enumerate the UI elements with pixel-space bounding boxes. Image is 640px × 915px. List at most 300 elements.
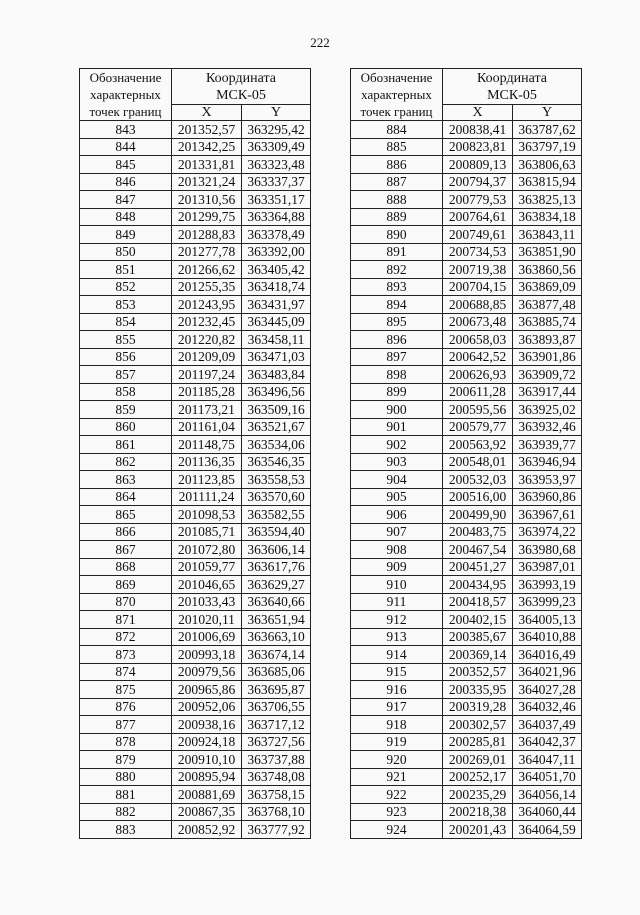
x-coordinate-cell: 201059,77 (172, 558, 242, 576)
x-coordinate-cell: 200335,95 (443, 681, 513, 699)
y-coordinate-cell: 363558,53 (242, 471, 311, 489)
point-number-cell: 843 (80, 121, 172, 139)
x-coordinate-cell: 200595,56 (443, 401, 513, 419)
point-number-cell: 871 (80, 611, 172, 629)
y-coordinate-cell: 363768,10 (242, 803, 311, 821)
table-row (351, 611, 582, 629)
point-number-cell: 870 (80, 593, 172, 611)
point-number-cell: 919 (351, 733, 443, 751)
x-coordinate-cell: 201111,24 (172, 488, 242, 506)
table-row (80, 681, 311, 699)
point-number-cell: 908 (351, 541, 443, 559)
x-coordinate-cell: 201020,11 (172, 611, 242, 629)
y-coordinate-cell: 363893,87 (513, 331, 582, 349)
point-number-cell: 893 (351, 278, 443, 296)
point-number-cell: 884 (351, 121, 443, 139)
point-number-cell: 909 (351, 558, 443, 576)
y-coordinate-cell: 363337,37 (242, 173, 311, 191)
y-coordinate-cell: 363717,12 (242, 716, 311, 734)
y-coordinate-cell: 363606,14 (242, 541, 311, 559)
y-coordinate-cell: 363932,46 (513, 418, 582, 436)
point-number-cell: 894 (351, 296, 443, 314)
x-coordinate-cell: 201085,71 (172, 523, 242, 541)
point-number-cell: 875 (80, 681, 172, 699)
point-number-cell: 874 (80, 663, 172, 681)
table-row (351, 313, 582, 331)
y-coordinate-cell: 363594,40 (242, 523, 311, 541)
y-coordinate-cell: 363834,18 (513, 208, 582, 226)
table-row (351, 716, 582, 734)
y-coordinate-cell: 363483,84 (242, 366, 311, 384)
table-row (351, 541, 582, 559)
table-row (80, 436, 311, 454)
table-row (351, 278, 582, 296)
x-coordinate-cell: 201185,28 (172, 383, 242, 401)
x-coordinate-cell: 200704,15 (443, 278, 513, 296)
table-row (80, 821, 311, 839)
point-number-cell: 922 (351, 786, 443, 804)
x-coordinate-cell: 200719,38 (443, 261, 513, 279)
x-coordinate-cell: 200749,61 (443, 226, 513, 244)
x-coordinate-cell: 200626,93 (443, 366, 513, 384)
point-number-cell: 885 (351, 138, 443, 156)
point-number-cell: 864 (80, 488, 172, 506)
point-number-cell: 869 (80, 576, 172, 594)
y-coordinate-cell: 363999,23 (513, 593, 582, 611)
x-coordinate-cell: 200235,29 (443, 786, 513, 804)
point-number-cell: 865 (80, 506, 172, 524)
table-row (80, 733, 311, 751)
y-coordinate-cell: 363617,76 (242, 558, 311, 576)
table-row (80, 331, 311, 349)
point-number-cell: 860 (80, 418, 172, 436)
table-row (351, 121, 582, 139)
point-number-cell: 844 (80, 138, 172, 156)
point-number-cell: 880 (80, 768, 172, 786)
y-coordinate-cell: 363993,19 (513, 576, 582, 594)
table-row (351, 156, 582, 174)
point-number-cell: 921 (351, 768, 443, 786)
x-coordinate-cell: 201288,83 (172, 226, 242, 244)
x-coordinate-cell: 200252,17 (443, 768, 513, 786)
point-number-cell: 915 (351, 663, 443, 681)
point-number-cell: 873 (80, 646, 172, 664)
table-row (80, 786, 311, 804)
x-coordinate-cell: 201310,56 (172, 191, 242, 209)
point-number-cell: 924 (351, 821, 443, 839)
table-row (351, 348, 582, 366)
y-coordinate-cell: 363364,88 (242, 208, 311, 226)
x-coordinate-cell: 200809,13 (443, 156, 513, 174)
point-number-cell: 854 (80, 313, 172, 331)
y-coordinate-cell: 364016,49 (513, 646, 582, 664)
point-number-cell: 898 (351, 366, 443, 384)
point-number-cell: 916 (351, 681, 443, 699)
y-coordinate-cell: 364021,96 (513, 663, 582, 681)
table-row (351, 698, 582, 716)
x-coordinate-cell: 200532,03 (443, 471, 513, 489)
x-coordinate-cell: 201046,65 (172, 576, 242, 594)
x-coordinate-cell: 200579,77 (443, 418, 513, 436)
y-coordinate-cell: 363901,86 (513, 348, 582, 366)
y-coordinate-cell: 363418,74 (242, 278, 311, 296)
point-number-cell: 883 (80, 821, 172, 839)
y-coordinate-cell: 363640,66 (242, 593, 311, 611)
y-coordinate-cell: 364042,37 (513, 733, 582, 751)
y-header: Y (242, 105, 311, 121)
point-number-cell: 851 (80, 261, 172, 279)
y-coordinate-cell: 363663,10 (242, 628, 311, 646)
table-row (351, 593, 582, 611)
x-coordinate-cell: 201173,21 (172, 401, 242, 419)
x-coordinate-cell: 200402,15 (443, 611, 513, 629)
table-row (80, 348, 311, 366)
x-coordinate-cell: 200516,00 (443, 488, 513, 506)
y-coordinate-cell: 363815,94 (513, 173, 582, 191)
table-row (80, 156, 311, 174)
table-row (80, 296, 311, 314)
x-coordinate-cell: 200779,53 (443, 191, 513, 209)
x-coordinate-cell: 200867,35 (172, 803, 242, 821)
point-number-cell: 906 (351, 506, 443, 524)
point-label-header: Обозначение характерных точек границ (80, 69, 172, 121)
table-row (351, 191, 582, 209)
point-number-cell: 849 (80, 226, 172, 244)
y-coordinate-cell: 363378,49 (242, 226, 311, 244)
y-coordinate-cell: 363351,17 (242, 191, 311, 209)
point-number-cell: 859 (80, 401, 172, 419)
point-number-cell: 882 (80, 803, 172, 821)
table-row (351, 681, 582, 699)
x-coordinate-cell: 200218,38 (443, 803, 513, 821)
x-coordinate-cell: 201220,82 (172, 331, 242, 349)
y-coordinate-cell: 363980,68 (513, 541, 582, 559)
x-coordinate-cell: 200658,03 (443, 331, 513, 349)
point-number-cell: 868 (80, 558, 172, 576)
x-coordinate-cell: 200201,43 (443, 821, 513, 839)
x-coordinate-cell: 200924,18 (172, 733, 242, 751)
table-row (351, 208, 582, 226)
y-coordinate-cell: 363909,72 (513, 366, 582, 384)
y-coordinate-cell: 363825,13 (513, 191, 582, 209)
y-coordinate-cell: 363509,16 (242, 401, 311, 419)
table-row (80, 768, 311, 786)
table-row (80, 488, 311, 506)
point-number-cell: 866 (80, 523, 172, 541)
coordinates-table-left (79, 68, 311, 839)
x-coordinate-cell: 200548,01 (443, 453, 513, 471)
x-coordinate-cell: 200794,37 (443, 173, 513, 191)
point-number-cell: 872 (80, 628, 172, 646)
x-coordinate-cell: 201299,75 (172, 208, 242, 226)
y-coordinate-cell: 363960,86 (513, 488, 582, 506)
x-coordinate-cell: 200938,16 (172, 716, 242, 734)
point-number-cell: 879 (80, 751, 172, 769)
x-coordinate-cell: 200993,18 (172, 646, 242, 664)
x-coordinate-cell: 201243,95 (172, 296, 242, 314)
x-coordinate-cell: 200418,57 (443, 593, 513, 611)
table-row (351, 663, 582, 681)
x-coordinate-cell: 201072,80 (172, 541, 242, 559)
point-number-cell: 889 (351, 208, 443, 226)
table-row (80, 226, 311, 244)
table-row (80, 646, 311, 664)
y-coordinate-cell: 363851,90 (513, 243, 582, 261)
point-number-cell: 902 (351, 436, 443, 454)
point-number-cell: 878 (80, 733, 172, 751)
x-coordinate-cell: 200734,53 (443, 243, 513, 261)
x-coordinate-cell: 201148,75 (172, 436, 242, 454)
point-number-cell: 876 (80, 698, 172, 716)
table-row (351, 331, 582, 349)
table-row (351, 436, 582, 454)
y-coordinate-cell: 363797,19 (513, 138, 582, 156)
y-coordinate-cell: 363737,88 (242, 751, 311, 769)
y-coordinate-cell: 363295,42 (242, 121, 311, 139)
point-number-cell: 855 (80, 331, 172, 349)
x-coordinate-cell: 200483,75 (443, 523, 513, 541)
x-coordinate-cell: 201321,24 (172, 173, 242, 191)
x-header: X (172, 105, 242, 121)
table-row (80, 401, 311, 419)
point-number-cell: 857 (80, 366, 172, 384)
y-coordinate-cell: 363471,03 (242, 348, 311, 366)
y-coordinate-cell: 363706,55 (242, 698, 311, 716)
table-row (80, 418, 311, 436)
table-row (351, 226, 582, 244)
y-coordinate-cell: 364060,44 (513, 803, 582, 821)
x-coordinate-cell: 201197,24 (172, 366, 242, 384)
table-row (80, 558, 311, 576)
table-row (351, 138, 582, 156)
point-number-cell: 845 (80, 156, 172, 174)
table-row (80, 611, 311, 629)
y-coordinate-cell: 363917,44 (513, 383, 582, 401)
table-row (351, 471, 582, 489)
y-coordinate-cell: 363405,42 (242, 261, 311, 279)
point-number-cell: 903 (351, 453, 443, 471)
table-row (351, 576, 582, 594)
page-number: 222 (310, 35, 330, 50)
point-number-cell: 888 (351, 191, 443, 209)
table-row (351, 733, 582, 751)
point-number-cell: 892 (351, 261, 443, 279)
table-row (351, 418, 582, 436)
point-number-cell: 910 (351, 576, 443, 594)
table-row (351, 786, 582, 804)
x-coordinate-cell: 201277,78 (172, 243, 242, 261)
y-coordinate-cell: 363496,56 (242, 383, 311, 401)
y-coordinate-cell: 364010,88 (513, 628, 582, 646)
table-row (80, 716, 311, 734)
x-coordinate-cell: 200688,85 (443, 296, 513, 314)
point-number-cell: 900 (351, 401, 443, 419)
point-number-cell: 881 (80, 786, 172, 804)
x-coordinate-cell: 200965,86 (172, 681, 242, 699)
y-coordinate-cell: 363777,92 (242, 821, 311, 839)
y-coordinate-cell: 363787,62 (513, 121, 582, 139)
x-coordinate-cell: 200642,52 (443, 348, 513, 366)
x-coordinate-cell: 200673,48 (443, 313, 513, 331)
x-coordinate-cell: 201331,81 (172, 156, 242, 174)
table-row (80, 261, 311, 279)
table-row (351, 506, 582, 524)
point-number-cell: 917 (351, 698, 443, 716)
y-coordinate-cell: 363629,27 (242, 576, 311, 594)
table-row (351, 401, 582, 419)
y-coordinate-cell: 363727,56 (242, 733, 311, 751)
point-number-cell: 847 (80, 191, 172, 209)
y-coordinate-cell: 363953,97 (513, 471, 582, 489)
table-row (351, 768, 582, 786)
table-row (80, 523, 311, 541)
table-row (351, 803, 582, 821)
x-coordinate-cell: 201266,62 (172, 261, 242, 279)
x-coordinate-cell: 200563,92 (443, 436, 513, 454)
x-coordinate-cell: 200269,01 (443, 751, 513, 769)
y-coordinate-cell: 363651,94 (242, 611, 311, 629)
x-coordinate-cell: 201033,43 (172, 593, 242, 611)
x-coordinate-cell: 200352,57 (443, 663, 513, 681)
x-coordinate-cell: 201098,53 (172, 506, 242, 524)
table-row (80, 541, 311, 559)
point-number-cell: 853 (80, 296, 172, 314)
table-row (80, 383, 311, 401)
table-row (80, 173, 311, 191)
y-coordinate-cell: 363860,56 (513, 261, 582, 279)
y-header: Y (513, 105, 582, 121)
table-row (80, 243, 311, 261)
y-coordinate-cell: 363974,22 (513, 523, 582, 541)
y-coordinate-cell: 363685,06 (242, 663, 311, 681)
y-coordinate-cell: 364064,59 (513, 821, 582, 839)
y-coordinate-cell: 363695,87 (242, 681, 311, 699)
table-row (80, 138, 311, 156)
point-number-cell: 850 (80, 243, 172, 261)
x-coordinate-cell: 200979,56 (172, 663, 242, 681)
point-number-cell: 923 (351, 803, 443, 821)
point-number-cell: 895 (351, 313, 443, 331)
table-row (80, 313, 311, 331)
y-coordinate-cell: 363946,94 (513, 453, 582, 471)
x-coordinate-cell: 201123,85 (172, 471, 242, 489)
coordinates-table-right (350, 68, 582, 839)
x-coordinate-cell: 200467,54 (443, 541, 513, 559)
y-coordinate-cell: 363546,35 (242, 453, 311, 471)
table-row (351, 821, 582, 839)
x-coordinate-cell: 200385,67 (443, 628, 513, 646)
point-number-cell: 856 (80, 348, 172, 366)
table-row (80, 803, 311, 821)
point-number-cell: 863 (80, 471, 172, 489)
y-coordinate-cell: 363877,48 (513, 296, 582, 314)
x-coordinate-cell: 200611,28 (443, 383, 513, 401)
point-number-cell: 887 (351, 173, 443, 191)
point-number-cell: 861 (80, 436, 172, 454)
x-coordinate-cell: 200838,41 (443, 121, 513, 139)
x-coordinate-cell: 200910,10 (172, 751, 242, 769)
x-coordinate-cell: 201006,69 (172, 628, 242, 646)
point-number-cell: 901 (351, 418, 443, 436)
table-row (351, 646, 582, 664)
coordinate-header: Координата МСК-05 (443, 69, 582, 105)
x-coordinate-cell: 200285,81 (443, 733, 513, 751)
point-number-cell: 911 (351, 593, 443, 611)
point-number-cell: 912 (351, 611, 443, 629)
point-number-cell: 913 (351, 628, 443, 646)
y-coordinate-cell: 363534,06 (242, 436, 311, 454)
point-number-cell: 858 (80, 383, 172, 401)
point-number-cell: 918 (351, 716, 443, 734)
table-row (351, 558, 582, 576)
table-row (351, 243, 582, 261)
x-coordinate-cell: 200302,57 (443, 716, 513, 734)
y-coordinate-cell: 364037,49 (513, 716, 582, 734)
x-coordinate-cell: 200764,61 (443, 208, 513, 226)
y-coordinate-cell: 363939,77 (513, 436, 582, 454)
table-row (80, 593, 311, 611)
point-number-cell: 862 (80, 453, 172, 471)
y-coordinate-cell: 363869,09 (513, 278, 582, 296)
table-row (351, 488, 582, 506)
y-coordinate-cell: 363967,61 (513, 506, 582, 524)
point-number-cell: 899 (351, 383, 443, 401)
y-coordinate-cell: 363309,49 (242, 138, 311, 156)
table-row (80, 471, 311, 489)
x-coordinate-cell: 201209,09 (172, 348, 242, 366)
y-coordinate-cell: 363521,67 (242, 418, 311, 436)
point-number-cell: 890 (351, 226, 443, 244)
y-coordinate-cell: 363323,48 (242, 156, 311, 174)
table-row (80, 506, 311, 524)
table-row (80, 663, 311, 681)
y-coordinate-cell: 363843,11 (513, 226, 582, 244)
table-row (80, 191, 311, 209)
y-coordinate-cell: 363748,08 (242, 768, 311, 786)
x-coordinate-cell: 201255,35 (172, 278, 242, 296)
x-coordinate-cell: 200434,95 (443, 576, 513, 594)
x-coordinate-cell: 200895,94 (172, 768, 242, 786)
point-number-cell: 877 (80, 716, 172, 734)
table-row (80, 453, 311, 471)
x-coordinate-cell: 200852,92 (172, 821, 242, 839)
point-number-cell: 904 (351, 471, 443, 489)
point-number-cell: 897 (351, 348, 443, 366)
table-row (351, 628, 582, 646)
point-number-cell: 886 (351, 156, 443, 174)
point-number-cell: 891 (351, 243, 443, 261)
y-coordinate-cell: 363885,74 (513, 313, 582, 331)
y-coordinate-cell: 363392,00 (242, 243, 311, 261)
table-row (80, 628, 311, 646)
table-row (80, 278, 311, 296)
point-number-cell: 846 (80, 173, 172, 191)
x-coordinate-cell: 201161,04 (172, 418, 242, 436)
table-row (351, 453, 582, 471)
table-body-right (351, 121, 582, 839)
y-coordinate-cell: 364056,14 (513, 786, 582, 804)
table-row (80, 121, 311, 139)
point-number-cell: 914 (351, 646, 443, 664)
x-coordinate-cell: 200881,69 (172, 786, 242, 804)
table-row (351, 383, 582, 401)
y-coordinate-cell: 363445,09 (242, 313, 311, 331)
table-row (80, 208, 311, 226)
table-row (351, 751, 582, 769)
x-coordinate-cell: 201352,57 (172, 121, 242, 139)
y-coordinate-cell: 363458,11 (242, 331, 311, 349)
y-coordinate-cell: 363987,01 (513, 558, 582, 576)
